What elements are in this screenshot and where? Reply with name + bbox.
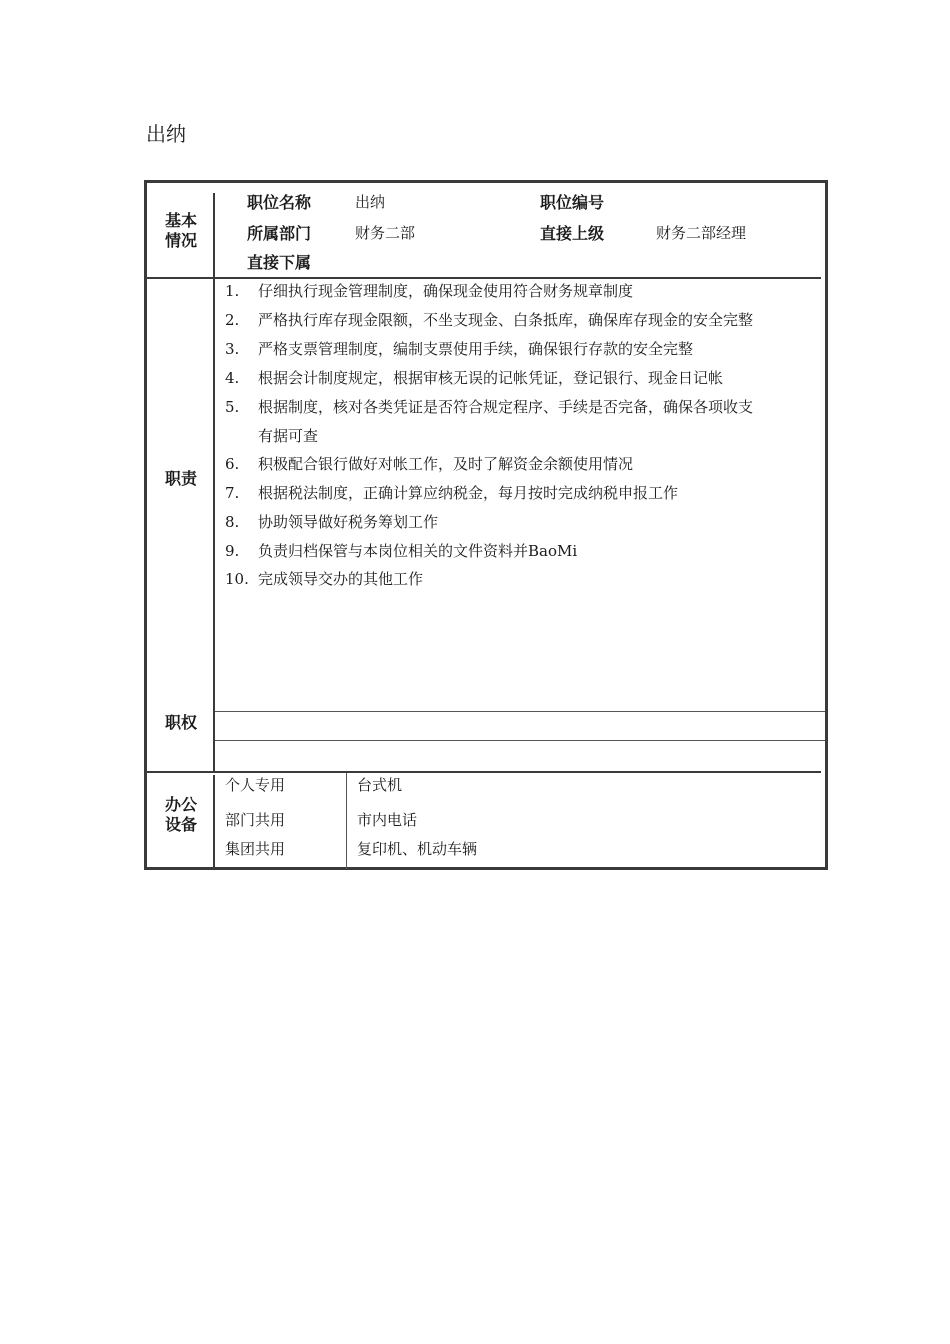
duty-item-continuation: 有据可查 (258, 427, 319, 445)
basic-info-section-label: 基本 情况 (164, 211, 197, 250)
position-name-label: 职位名称 (247, 193, 312, 212)
section-divider (147, 277, 821, 279)
equipment-row-value: 台式机 (357, 776, 403, 794)
page-title: 出纳 (146, 122, 186, 146)
authority-row-divider (215, 740, 825, 741)
direct-superior-label: 直接上级 (540, 224, 605, 243)
duty-item: 6. 积极配合银行做好对帐工作，及时了解资金余额使用情况 (225, 455, 634, 473)
department-label: 所属部门 (247, 224, 312, 243)
equipment-section-label: 办公 设备 (164, 795, 197, 834)
label-column-divider (213, 279, 215, 773)
equipment-row-value: 复印机、机动车辆 (357, 840, 478, 858)
authority-section-label: 职权 (164, 713, 197, 732)
equipment-row-value: 市内电话 (357, 811, 418, 829)
duty-item: 9. 负责归档保管与本岗位相关的文件资料并BaoMi (225, 542, 578, 560)
equipment-row-label: 集团共用 (225, 840, 286, 858)
duty-item: 7. 根据税法制度，正确计算应纳税金，每月按时完成纳税申报工作 (225, 484, 679, 502)
duty-item: 3. 严格支票管理制度，编制支票使用手续，确保银行存款的安全完整 (225, 340, 694, 358)
duty-item: 4. 根据会计制度规定，根据审核无误的记帐凭证，登记银行、现金日记帐 (225, 369, 724, 387)
duties-section-label: 职责 (164, 469, 197, 488)
duty-item: 5. 根据制度，核对各类凭证是否符合规定程序、手续是否完备，确保各项收支 (225, 398, 754, 416)
direct-superior-value: 财务二部经理 (656, 224, 747, 242)
equipment-row-label: 部门共用 (225, 811, 286, 829)
job-description-table (144, 180, 828, 870)
department-value: 财务二部 (355, 224, 416, 242)
authority-top-divider (215, 711, 825, 712)
duty-item: 1. 仔细执行现金管理制度，确保现金使用符合财务规章制度 (225, 282, 634, 300)
position-name-value: 出纳 (355, 193, 386, 211)
section-divider (147, 771, 821, 773)
equipment-column-divider (346, 773, 347, 869)
position-id-label: 职位编号 (540, 193, 605, 212)
duty-item: 2. 严格执行库存现金限额，不坐支现金、白条抵库，确保库存现金的安全完整 (225, 311, 754, 329)
duty-item: 10. 完成领导交办的其他工作 (225, 570, 424, 588)
duty-item: 8. 协助领导做好税务筹划工作 (225, 513, 439, 531)
equipment-row-label: 个人专用 (225, 776, 286, 794)
direct-subordinate-label: 直接下属 (247, 253, 312, 272)
